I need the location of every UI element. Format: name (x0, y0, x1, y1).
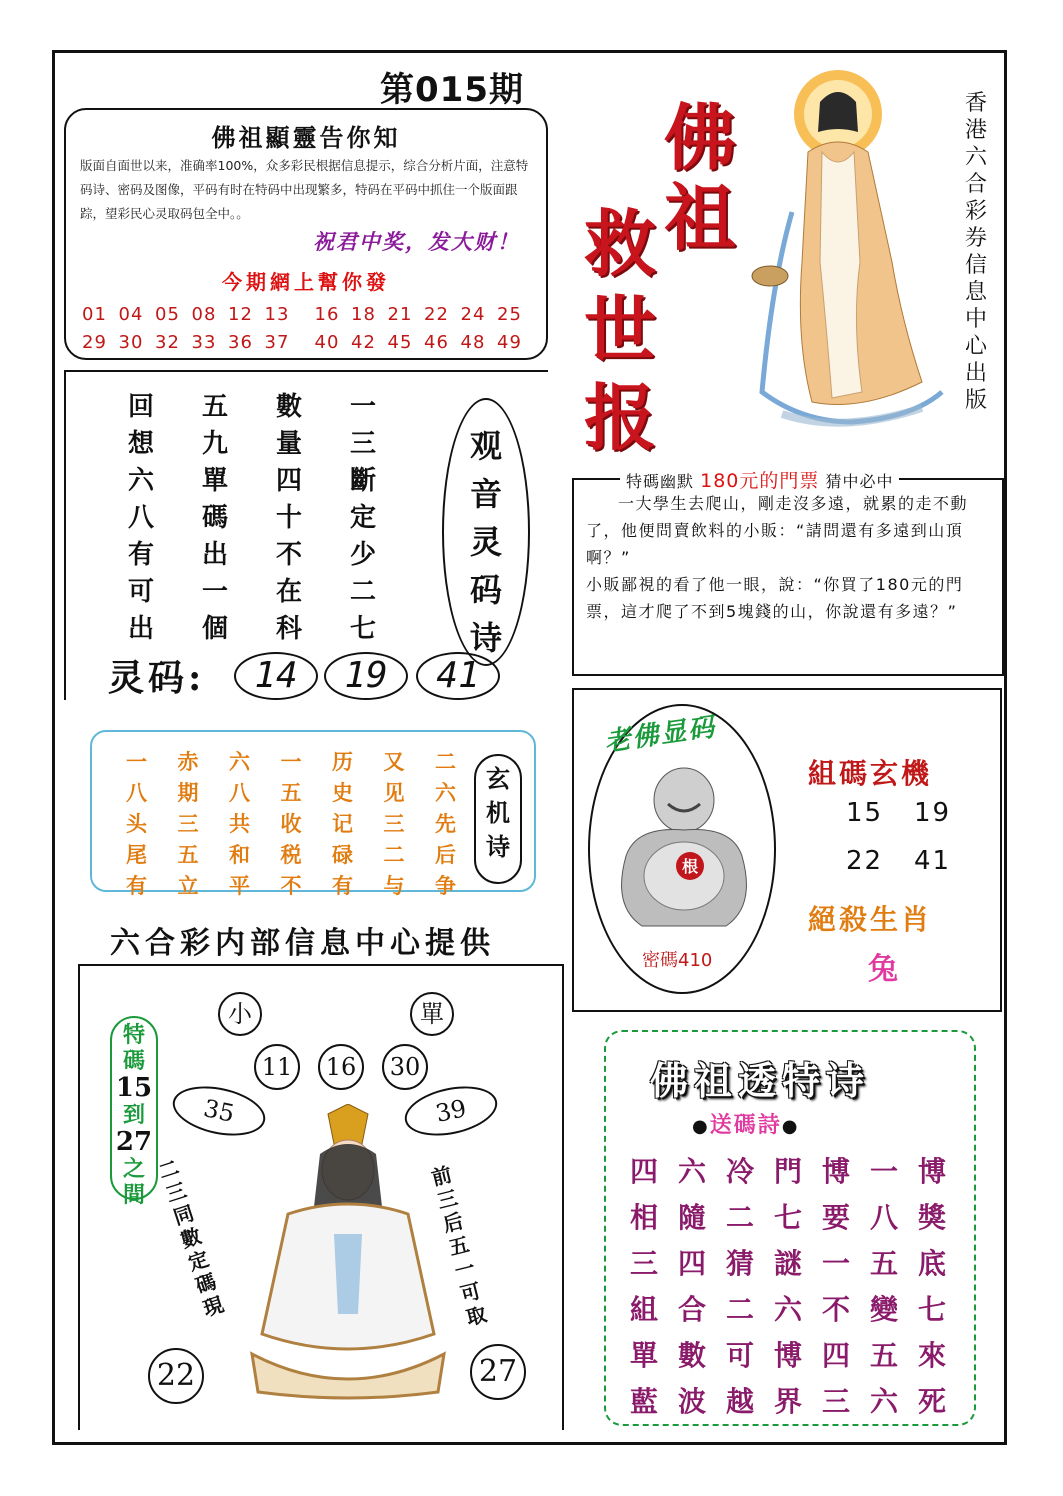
number: 21 (387, 304, 413, 325)
xuanji-char: 五 (280, 780, 302, 805)
guanyin-poem-grid (128, 386, 424, 645)
poem-char: 六 (128, 466, 155, 496)
xuanji-row (126, 746, 487, 777)
poem2-char: 猜 (726, 1247, 755, 1280)
poem-char: 斷 (350, 466, 377, 496)
xuanji-char: 碌 (332, 842, 353, 867)
zuma-number: 15 (846, 798, 884, 828)
poem2-char: 三 (822, 1385, 851, 1418)
xuanji-char: 又 (383, 749, 405, 774)
poem-char: 定 (350, 503, 377, 533)
masthead-char: 救 (584, 201, 657, 286)
bullet-icon: ● (692, 1116, 710, 1137)
poem-char: 二 (350, 577, 377, 607)
xuanji-char: 和 (229, 842, 250, 867)
guanyin-seated-illustration (238, 1104, 458, 1400)
xuanji-row (126, 870, 487, 901)
poem-char: 五 (202, 392, 229, 422)
zuma-number: 41 (914, 846, 952, 876)
masthead-char: 世 (584, 287, 657, 372)
single-circle: 單 (410, 992, 454, 1036)
xuanji-char: 平 (229, 873, 250, 898)
poem-char: 單 (202, 466, 229, 496)
xuanji-char: 有 (332, 873, 353, 898)
publisher-vertical: 香港六合彩券信息中心出版 (964, 91, 987, 413)
poem-char: 不 (276, 540, 303, 570)
tema-char: 到 (122, 1102, 145, 1128)
poem2-char: 六 (870, 1385, 899, 1418)
number: 45 (387, 332, 413, 353)
joke-paragraph: 一大學生去爬山，剛走沒多遠，就累的走不動了，他便問賣飲料的小販：“請問還有多遠到山頂啊？” (586, 494, 969, 567)
poem-char: 有 (128, 540, 155, 570)
xuanji-char: 后 (435, 842, 456, 867)
poem2-char: 四 (678, 1247, 707, 1280)
lingma-number: 19 (324, 652, 408, 700)
number: 42 (351, 332, 376, 353)
poem-char: 少 (350, 540, 377, 570)
masthead-char: 报 (584, 375, 657, 460)
number: 04 (118, 304, 144, 325)
poem-char: 八 (128, 503, 155, 533)
poem2-char: 數 (678, 1339, 707, 1372)
tema-char: 間 (122, 1182, 145, 1208)
xuanji-row (126, 777, 487, 808)
poem2-char: 隨 (678, 1201, 707, 1234)
intro-title: 佛祖顯靈告你知 (211, 123, 401, 152)
xuanji-char: 历 (332, 749, 353, 774)
masthead-char: 祖 (664, 175, 737, 260)
corner-number-left: 22 (148, 1348, 204, 1404)
joke-paragraph: 小販鄙視的看了他一眼，說：“你買了180元的門票，這才爬了不到5塊錢的山，你說還有多遠？” (586, 575, 964, 621)
xuanji-char: 二 (435, 749, 456, 774)
tema-char: 碼 (122, 1048, 145, 1074)
poem2-char: 組 (630, 1293, 659, 1326)
small-circle: 小 (218, 992, 262, 1036)
xuanji-char: 共 (229, 811, 250, 836)
zuma-title: 組碼玄機 (808, 757, 933, 790)
poem-char: 三 (350, 429, 377, 459)
xuanji-char: 一 (280, 749, 302, 774)
tema-number: 15 (115, 1073, 153, 1103)
xuanji-char: 有 (126, 873, 147, 898)
poem-title-oval (442, 398, 530, 666)
guanyin-standing-illustration (742, 62, 954, 434)
poem2-char: 冷 (726, 1155, 755, 1188)
xuanji-char: 三 (383, 811, 405, 836)
poem-char: 回 (128, 392, 155, 422)
xuanji-char: 五 (177, 842, 199, 867)
number: 48 (460, 332, 486, 353)
poem2-row (630, 1380, 966, 1426)
poem2-char: 二 (726, 1201, 755, 1234)
poem2-row (630, 1196, 966, 1242)
poem2-subtitle-text: 送碼詩 (709, 1113, 782, 1138)
poem2-char: 二 (726, 1293, 755, 1326)
provider-line: 六合彩内部信息中心提供 (110, 926, 495, 961)
xuanji-char: 三 (177, 811, 199, 836)
xuanji-label: 玄机诗 (486, 764, 510, 861)
poem2-row (630, 1242, 966, 1288)
number-oval: 35 (168, 1079, 270, 1144)
joke-header (620, 466, 899, 493)
xuanji-char: 先 (435, 811, 456, 836)
lingma-number: 41 (416, 652, 500, 700)
number-row-2 (82, 332, 534, 353)
poem2-char: 越 (726, 1385, 755, 1418)
xuanji-char: 争 (435, 873, 456, 898)
poem2-char: 變 (870, 1293, 899, 1326)
joke-header-right: 猜中必中 (825, 472, 894, 491)
xuanji-char: 六 (229, 749, 250, 774)
joke-header-left: 特碼幽默 (626, 472, 695, 491)
poem-char: 科 (276, 614, 303, 644)
number: 13 (264, 304, 290, 325)
xuanji-char: 史 (332, 780, 353, 805)
poem2-char: 合 (678, 1293, 707, 1326)
poem2-grid (630, 1150, 966, 1426)
secret-code: 密碼410 (642, 950, 713, 971)
tema-number: 27 (115, 1127, 153, 1157)
issue-number: 第015期 (380, 70, 524, 110)
poem-char: 一 (202, 577, 229, 607)
xuanji-char: 尾 (126, 842, 147, 867)
number-circle: 11 (254, 1044, 300, 1090)
poem-char: 出 (128, 614, 155, 644)
poem-row (128, 534, 424, 571)
tema-char: 特 (122, 1022, 145, 1048)
number: 37 (264, 332, 290, 353)
poem2-char: 底 (918, 1247, 947, 1280)
poem-row (128, 460, 424, 497)
xuanji-char: 税 (280, 842, 302, 867)
diagonal-text-right: 前三后五一可取 (428, 1162, 490, 1330)
poem2-char: 要 (822, 1201, 851, 1234)
poem2-char: 四 (630, 1155, 659, 1188)
xuanji-char: 立 (177, 873, 199, 898)
xuanji-char: 记 (332, 811, 353, 836)
poem-char: 十 (276, 503, 303, 533)
number: 05 (155, 304, 180, 325)
poem-char: 一 (350, 392, 377, 422)
poem2-char: 單 (630, 1339, 659, 1372)
xuanji-char: 头 (126, 811, 147, 836)
poem-row (128, 497, 424, 534)
poem-row (128, 386, 424, 423)
poem2-row (630, 1150, 966, 1196)
laughing-buddha-illustration (606, 756, 762, 932)
buddha-title: 老佛显码 (602, 712, 718, 758)
number: 16 (314, 304, 340, 325)
number: 24 (460, 304, 486, 325)
xuanji-char: 不 (280, 873, 302, 898)
poem2-char: 一 (870, 1155, 899, 1188)
xuanji-grid (126, 746, 487, 901)
number: 32 (155, 332, 180, 353)
xuanji-row (126, 839, 487, 870)
poem-row (128, 608, 424, 645)
poem-char: 出 (202, 540, 229, 570)
xuanji-char: 收 (280, 811, 302, 836)
number: 36 (228, 332, 253, 353)
number: 01 (82, 304, 107, 325)
xuanji-label-oval (474, 754, 522, 884)
xuanji-char: 二 (383, 842, 405, 867)
masthead-char: 佛 (664, 95, 737, 180)
joke-text (586, 490, 990, 625)
jue-title: 絕殺生肖 (808, 903, 933, 936)
number-oval: 39 (400, 1079, 502, 1144)
lingma-label: 灵码: (108, 657, 206, 699)
root-label: 根 (682, 857, 699, 876)
xuanji-char: 八 (229, 780, 250, 805)
zuma-number: 19 (914, 798, 952, 828)
number: 18 (351, 304, 376, 325)
tema-char: 之 (122, 1156, 145, 1182)
number-row-1 (82, 304, 534, 325)
poem-char: 想 (128, 429, 155, 459)
zodiac-value: 兔 (868, 952, 898, 987)
number: 46 (424, 332, 449, 353)
bullet-icon: ● (781, 1116, 800, 1137)
xuanji-char: 六 (435, 780, 456, 805)
poem-char: 在 (276, 577, 303, 607)
poem2-char: 四 (822, 1339, 851, 1372)
poem-char: 碼 (202, 503, 229, 533)
poem2-char: 六 (774, 1293, 803, 1326)
poem2-char: 三 (630, 1247, 659, 1280)
diagonal-text-left: 二三同數定碼現 (155, 1155, 227, 1321)
number: 12 (228, 304, 253, 325)
number-circle: 30 (382, 1044, 428, 1090)
poem-char: 可 (128, 577, 155, 607)
number: 25 (497, 304, 522, 325)
poem2-char: 死 (918, 1385, 947, 1418)
number: 22 (424, 304, 449, 325)
poem-row (128, 571, 424, 608)
xuanji-char: 见 (383, 780, 405, 805)
tema-pill (110, 1016, 158, 1208)
intro-box (64, 108, 548, 360)
xuanji-row (126, 808, 487, 839)
poem2-char: 不 (822, 1293, 851, 1326)
poem2-char: 五 (870, 1247, 899, 1280)
poem2-row (630, 1288, 966, 1334)
poem2-char: 博 (918, 1155, 947, 1188)
joke-header-red: 180元的門票 (700, 470, 820, 492)
poem2-char: 博 (774, 1339, 803, 1372)
poem2-char: 獎 (918, 1201, 947, 1234)
poem2-char: 七 (918, 1293, 947, 1326)
poem2-char: 來 (918, 1339, 947, 1372)
net-title: 今期網上幫你發 (222, 270, 390, 294)
poem2-char: 波 (678, 1385, 707, 1418)
slogan: 祝君中奖，发大财！ (313, 230, 520, 254)
poem2-char: 門 (774, 1155, 803, 1188)
number: 30 (118, 332, 144, 353)
xuanji-char: 期 (177, 780, 199, 805)
zuma-number: 22 (846, 846, 884, 876)
poem2-row (630, 1334, 966, 1380)
poem2-subtitle (692, 1108, 799, 1139)
intro-text: 版面自面世以来，准确率100%，众多彩民根据信息提示，综合分析片面，注意特码诗、密码及图像，平码有时在特码中出现繁多，特码在平码中抓住一个版面跟踪，望彩民心灵取码包全中。。 (80, 158, 529, 221)
poem2-char: 七 (774, 1201, 803, 1234)
poem2-title: 佛祖透特诗 (650, 1058, 871, 1103)
poem-char: 四 (276, 466, 303, 496)
xuanji-char: 八 (126, 780, 147, 805)
number: 08 (191, 304, 217, 325)
poem-char: 量 (276, 429, 303, 459)
number: 49 (497, 332, 522, 353)
poem-char: 七 (350, 614, 377, 644)
poem-char: 個 (202, 614, 229, 644)
xuanji-char: 赤 (177, 749, 199, 774)
poem-char: 數 (276, 392, 303, 422)
lingma-number: 14 (234, 652, 318, 700)
poem2-char: 界 (774, 1385, 803, 1418)
poem2-char: 六 (678, 1155, 707, 1188)
poem2-char: 一 (822, 1247, 851, 1280)
number: 29 (82, 332, 107, 353)
poem2-char: 謎 (774, 1247, 803, 1280)
poem2-char: 五 (870, 1339, 899, 1372)
poem-title: 观音灵码诗 (469, 427, 502, 657)
poem2-char: 八 (870, 1201, 899, 1234)
poem-row (128, 423, 424, 460)
poem2-char: 藍 (630, 1385, 659, 1418)
poem2-char: 可 (726, 1339, 755, 1372)
corner-number-right: 27 (470, 1344, 526, 1400)
xuanji-char: 与 (383, 873, 405, 898)
poem2-char: 相 (630, 1201, 659, 1234)
poem-char: 九 (202, 429, 229, 459)
poem2-char: 博 (822, 1155, 851, 1188)
number-circle: 16 (318, 1044, 364, 1090)
xuanji-char: 一 (126, 749, 147, 774)
number: 40 (314, 332, 340, 353)
number: 33 (191, 332, 217, 353)
